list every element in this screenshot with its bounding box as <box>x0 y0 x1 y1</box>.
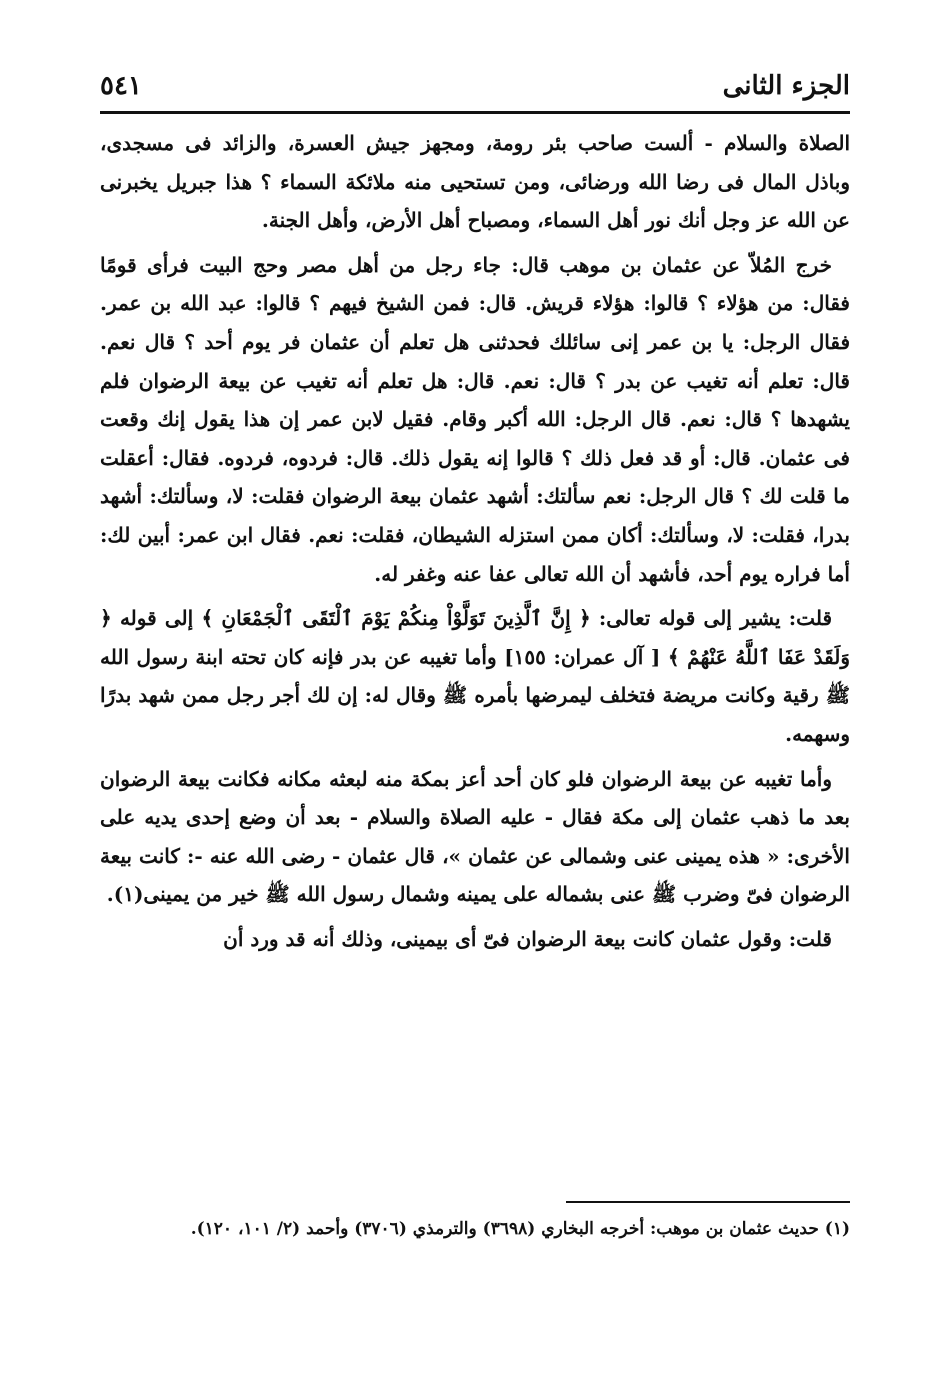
page-header <box>100 62 850 102</box>
footnote-separator <box>566 1201 850 1203</box>
paragraph: الصلاة والسلام - ألست صاحب بئر رومة، ومجهز جيش العسرة، والزائد فى مسجدى، وباذل المال فى رضا الله ورضائى، ومن تستحيى منه ملائكة السماء ؟ هذا جبريل يخبرنى عن الله عز وجل أنك نور أهل السماء، ومصباح أهل الأرض، وأهل الجنة. <box>100 131 850 233</box>
paragraph: خرج المُلاّ عن عثمان بن موهب قال: جاء رجل من أهل مصر وحج البيت فرأى قومًا فقال: من هؤلاء ؟ قالوا: هؤلاء قريش. قال: فمن الشيخ فيهم ؟ قالوا: عبد الله بن عمر. فقال الرجل: يا بن عمر إنى سائلك فحدثنى هل تعلم أن عثمان فر يوم أحد ؟ قال نعم. قال: تعلم أنه تغيب عن بدر ؟ قال: نعم. قال: هل تعلم أنه تغيب عن بيعة الرضوان فلم يشهدها ؟ قال: نعم. قال الرجل: الله أكبر وقام. فقيل لابن عمر إن هذا يقول إنك وقعت فى عثمان. قال: أو قد فعل ذلك ؟ قالوا إنه يقول ذلك. قال: فردوه، فردوه. فقال: أعقلت ما قلت لك ؟ قال الرجل: نعم سألتك: أشهد عثمان بيعة الرضوان فقلت: لا، وسألتك: أشهد بدرا، فقلت: لا، وسألتك: أكان ممن استزله الشيطان، فقلت: نعم. فقال ابن عمر: أبين لك: أما فراره يوم أحد، فأشهد أن الله تعالى عفا عنه وغفر له. <box>100 252 851 586</box>
footnotes <box>100 1214 850 1244</box>
header-rule <box>100 111 850 114</box>
paragraph: قلت: وقول عثمان كانت بيعة الرضوان فىّ أى بيمينى، وذلك أنه قد ورد أن <box>223 926 832 951</box>
running-header-title: الجزء الثانى <box>722 71 850 101</box>
paragraph: قلت: يشير إلى قوله تعالى: ﴿ إِنَّ ٱلَّذِينَ تَوَلَّوْاْ مِنكُمْ يَوْمَ ٱلْتَقَى ٱلْجَمْعَانِ ﴾ إلى قوله ﴿ وَلَقَدْ عَفَا ٱللَّهُ عَنْهُمْ ﴾ [ آل عمران: ١٥٥] وأما تغيبه عن بدر فإنه كان تحته ابنة رسول الله ﷺ رقية وكانت مريضة فتخلف ليمرضها بأمره ﷺ وقال له: إن لك أجر رجل ممن شهد بدرًا وسهمه. <box>100 606 850 746</box>
paragraph: وأما تغيبه عن بيعة الرضوان فلو كان أحد أعز بمكة منه لبعثه مكانه فكانت بيعة الرضوان بعد ما ذهب عثمان إلى مكة فقال - عليه الصلاة والسلام - بعد أن وضع إحدى يديه على الأخرى: « هذه يمينى عنى وشمالى عن عثمان »، قال عثمان - رضى الله عنه -: كانت بيعة الرضوان فىّ وضرب ﷺ عنى بشماله على يمينه وشمال رسول الله ﷺ خير من يمينى(١). <box>100 766 850 907</box>
footnote: (١) حديث عثمان بن موهب: أخرجه البخاري (٣٦٩٨) والترمذي (٣٧٠٦) وأحمد (٢/ ١٠١، ١٢٠). <box>190 1219 850 1239</box>
body-text <box>100 124 850 964</box>
page-number: ٥٤١ <box>100 71 142 101</box>
